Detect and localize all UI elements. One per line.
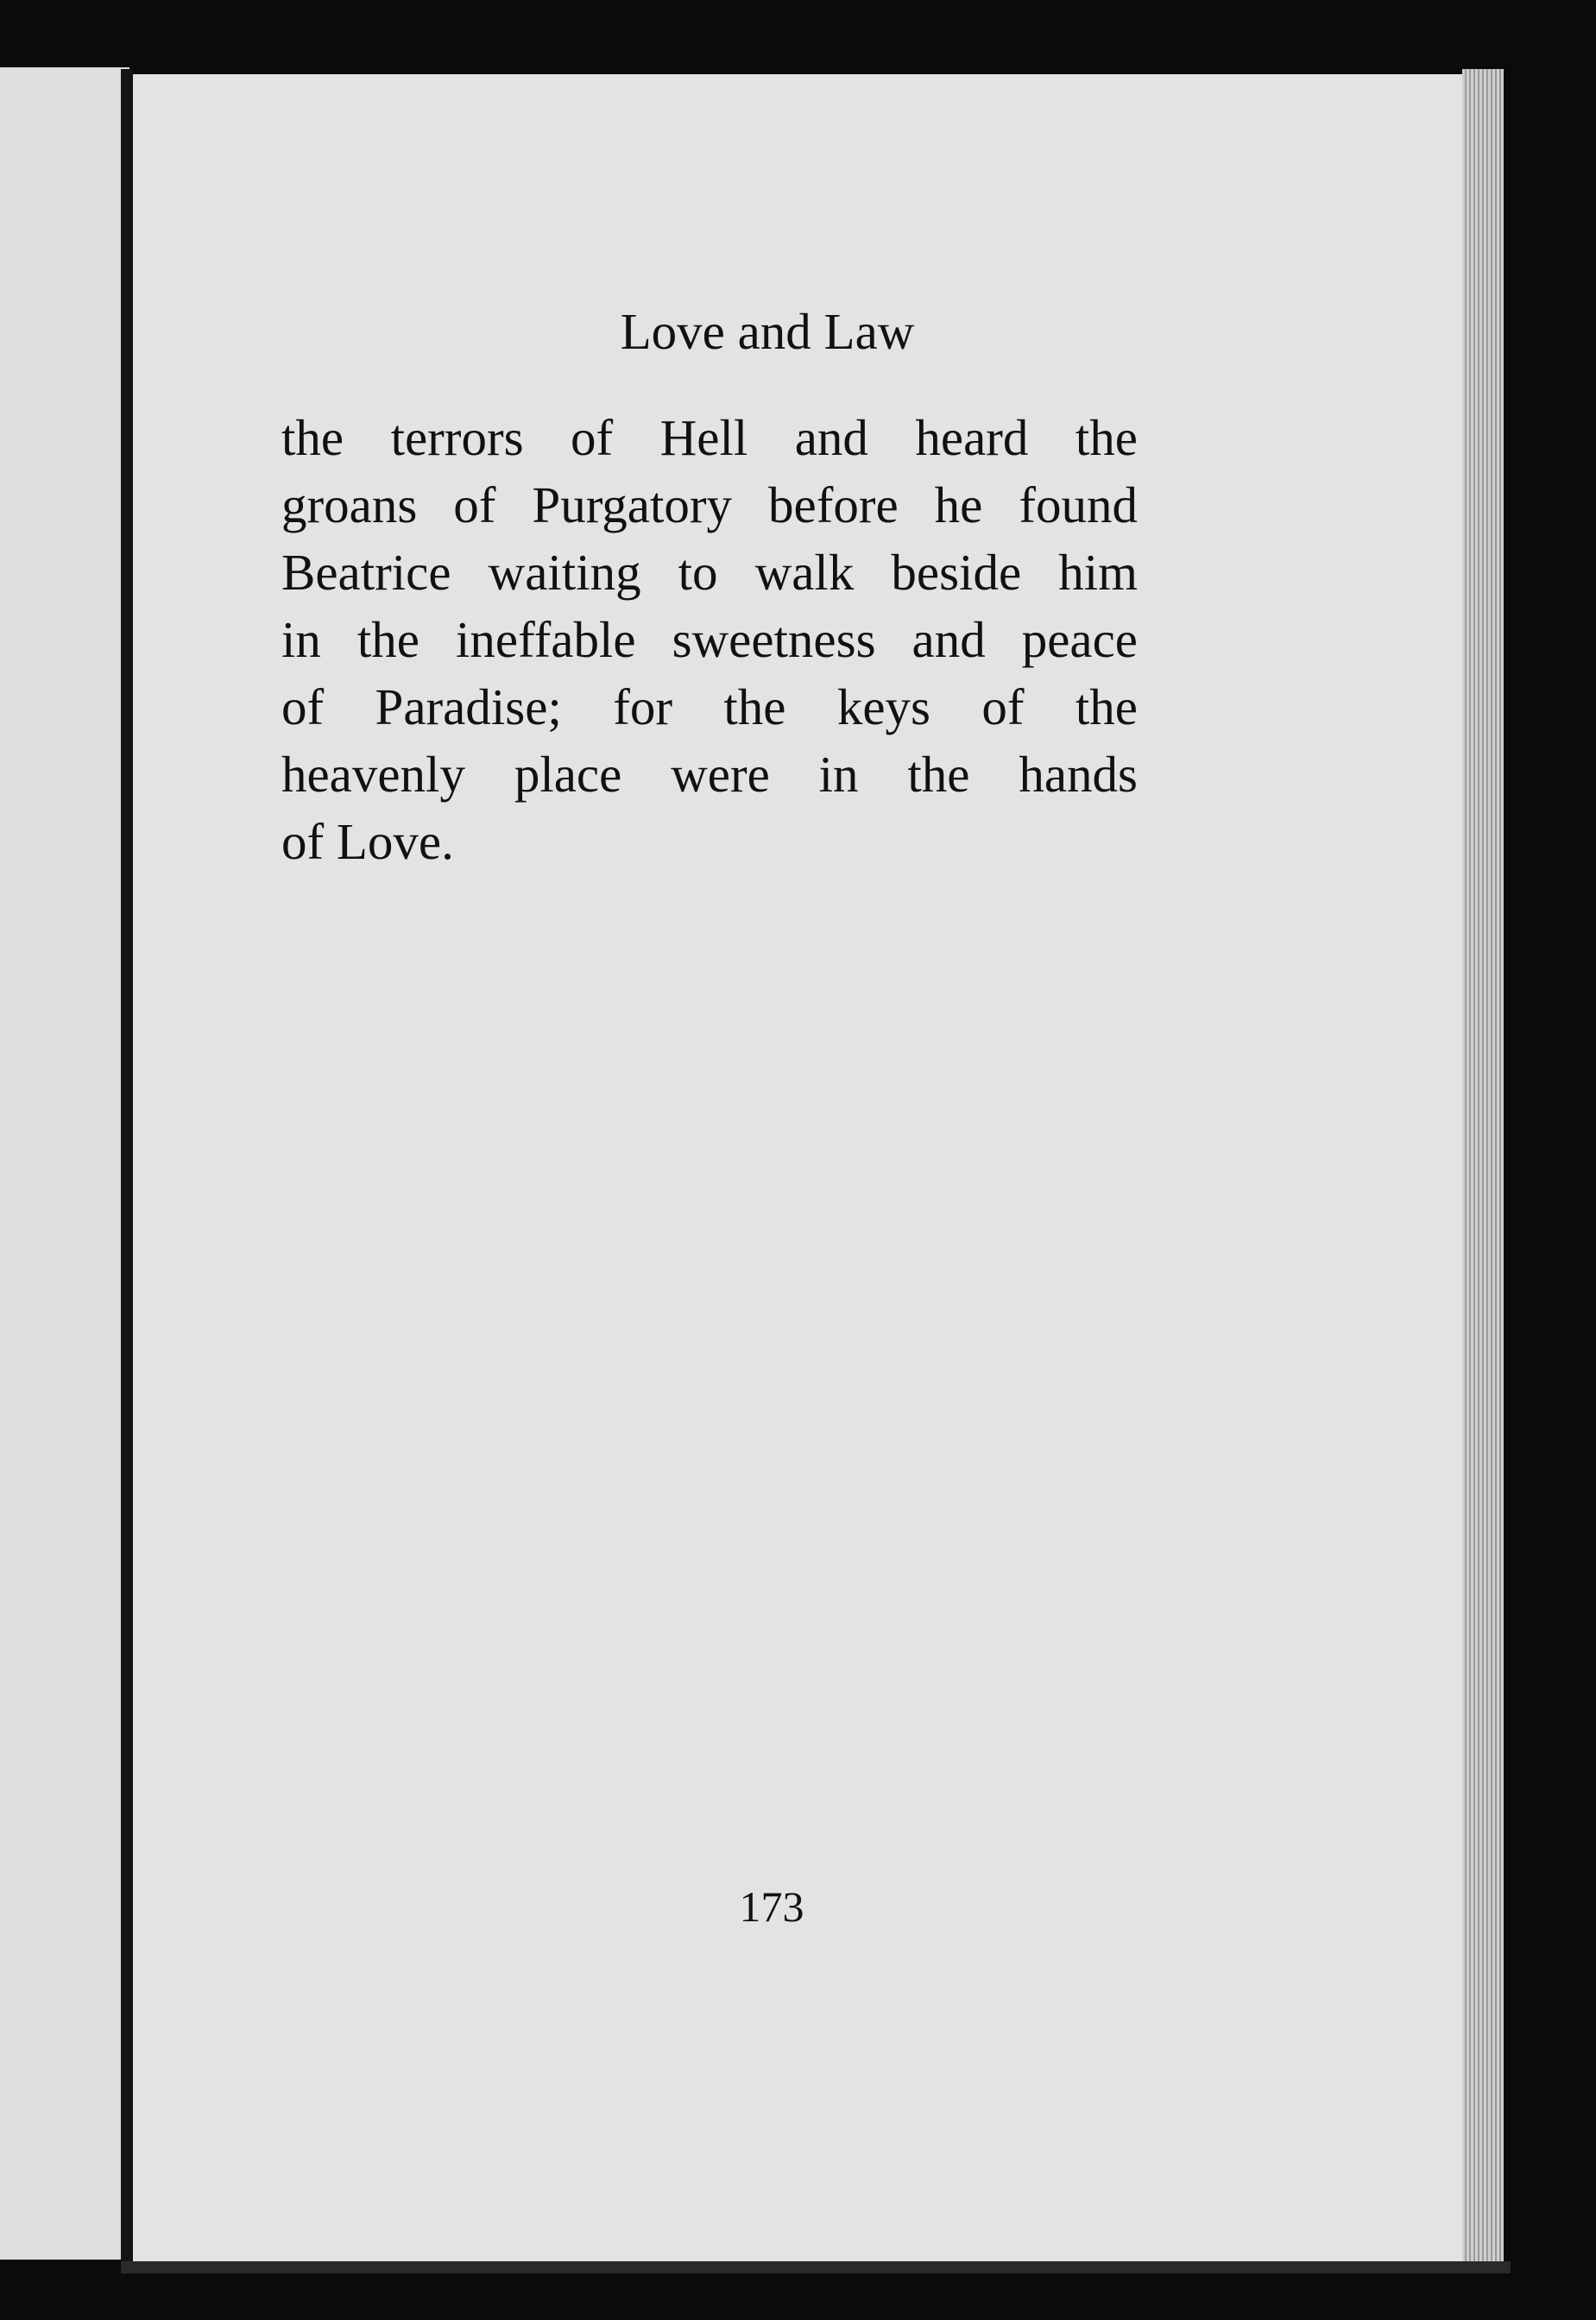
page-edge-stack (1462, 69, 1504, 2266)
text-line: of Love. (281, 813, 454, 870)
page-number: 173 (739, 1882, 804, 1931)
text-line: in the ineffable sweetness and peace (281, 611, 1138, 668)
book-page (133, 74, 1462, 2262)
text-line: of Paradise; for the keys of the (281, 678, 1138, 735)
facing-page-edge (0, 67, 129, 2260)
body-text (281, 404, 1138, 875)
text-line: Beatrice waiting to walk beside him (281, 544, 1138, 601)
running-head: Love and Law (620, 303, 915, 360)
text-line: groans of Purgatory before he found (281, 476, 1138, 533)
book-spine-shadow (121, 69, 133, 2261)
page-bottom-shadow (121, 2261, 1511, 2273)
text-line: the terrors of Hell and heard the (281, 409, 1138, 466)
text-line: heavenly place were in the hands (281, 746, 1138, 803)
